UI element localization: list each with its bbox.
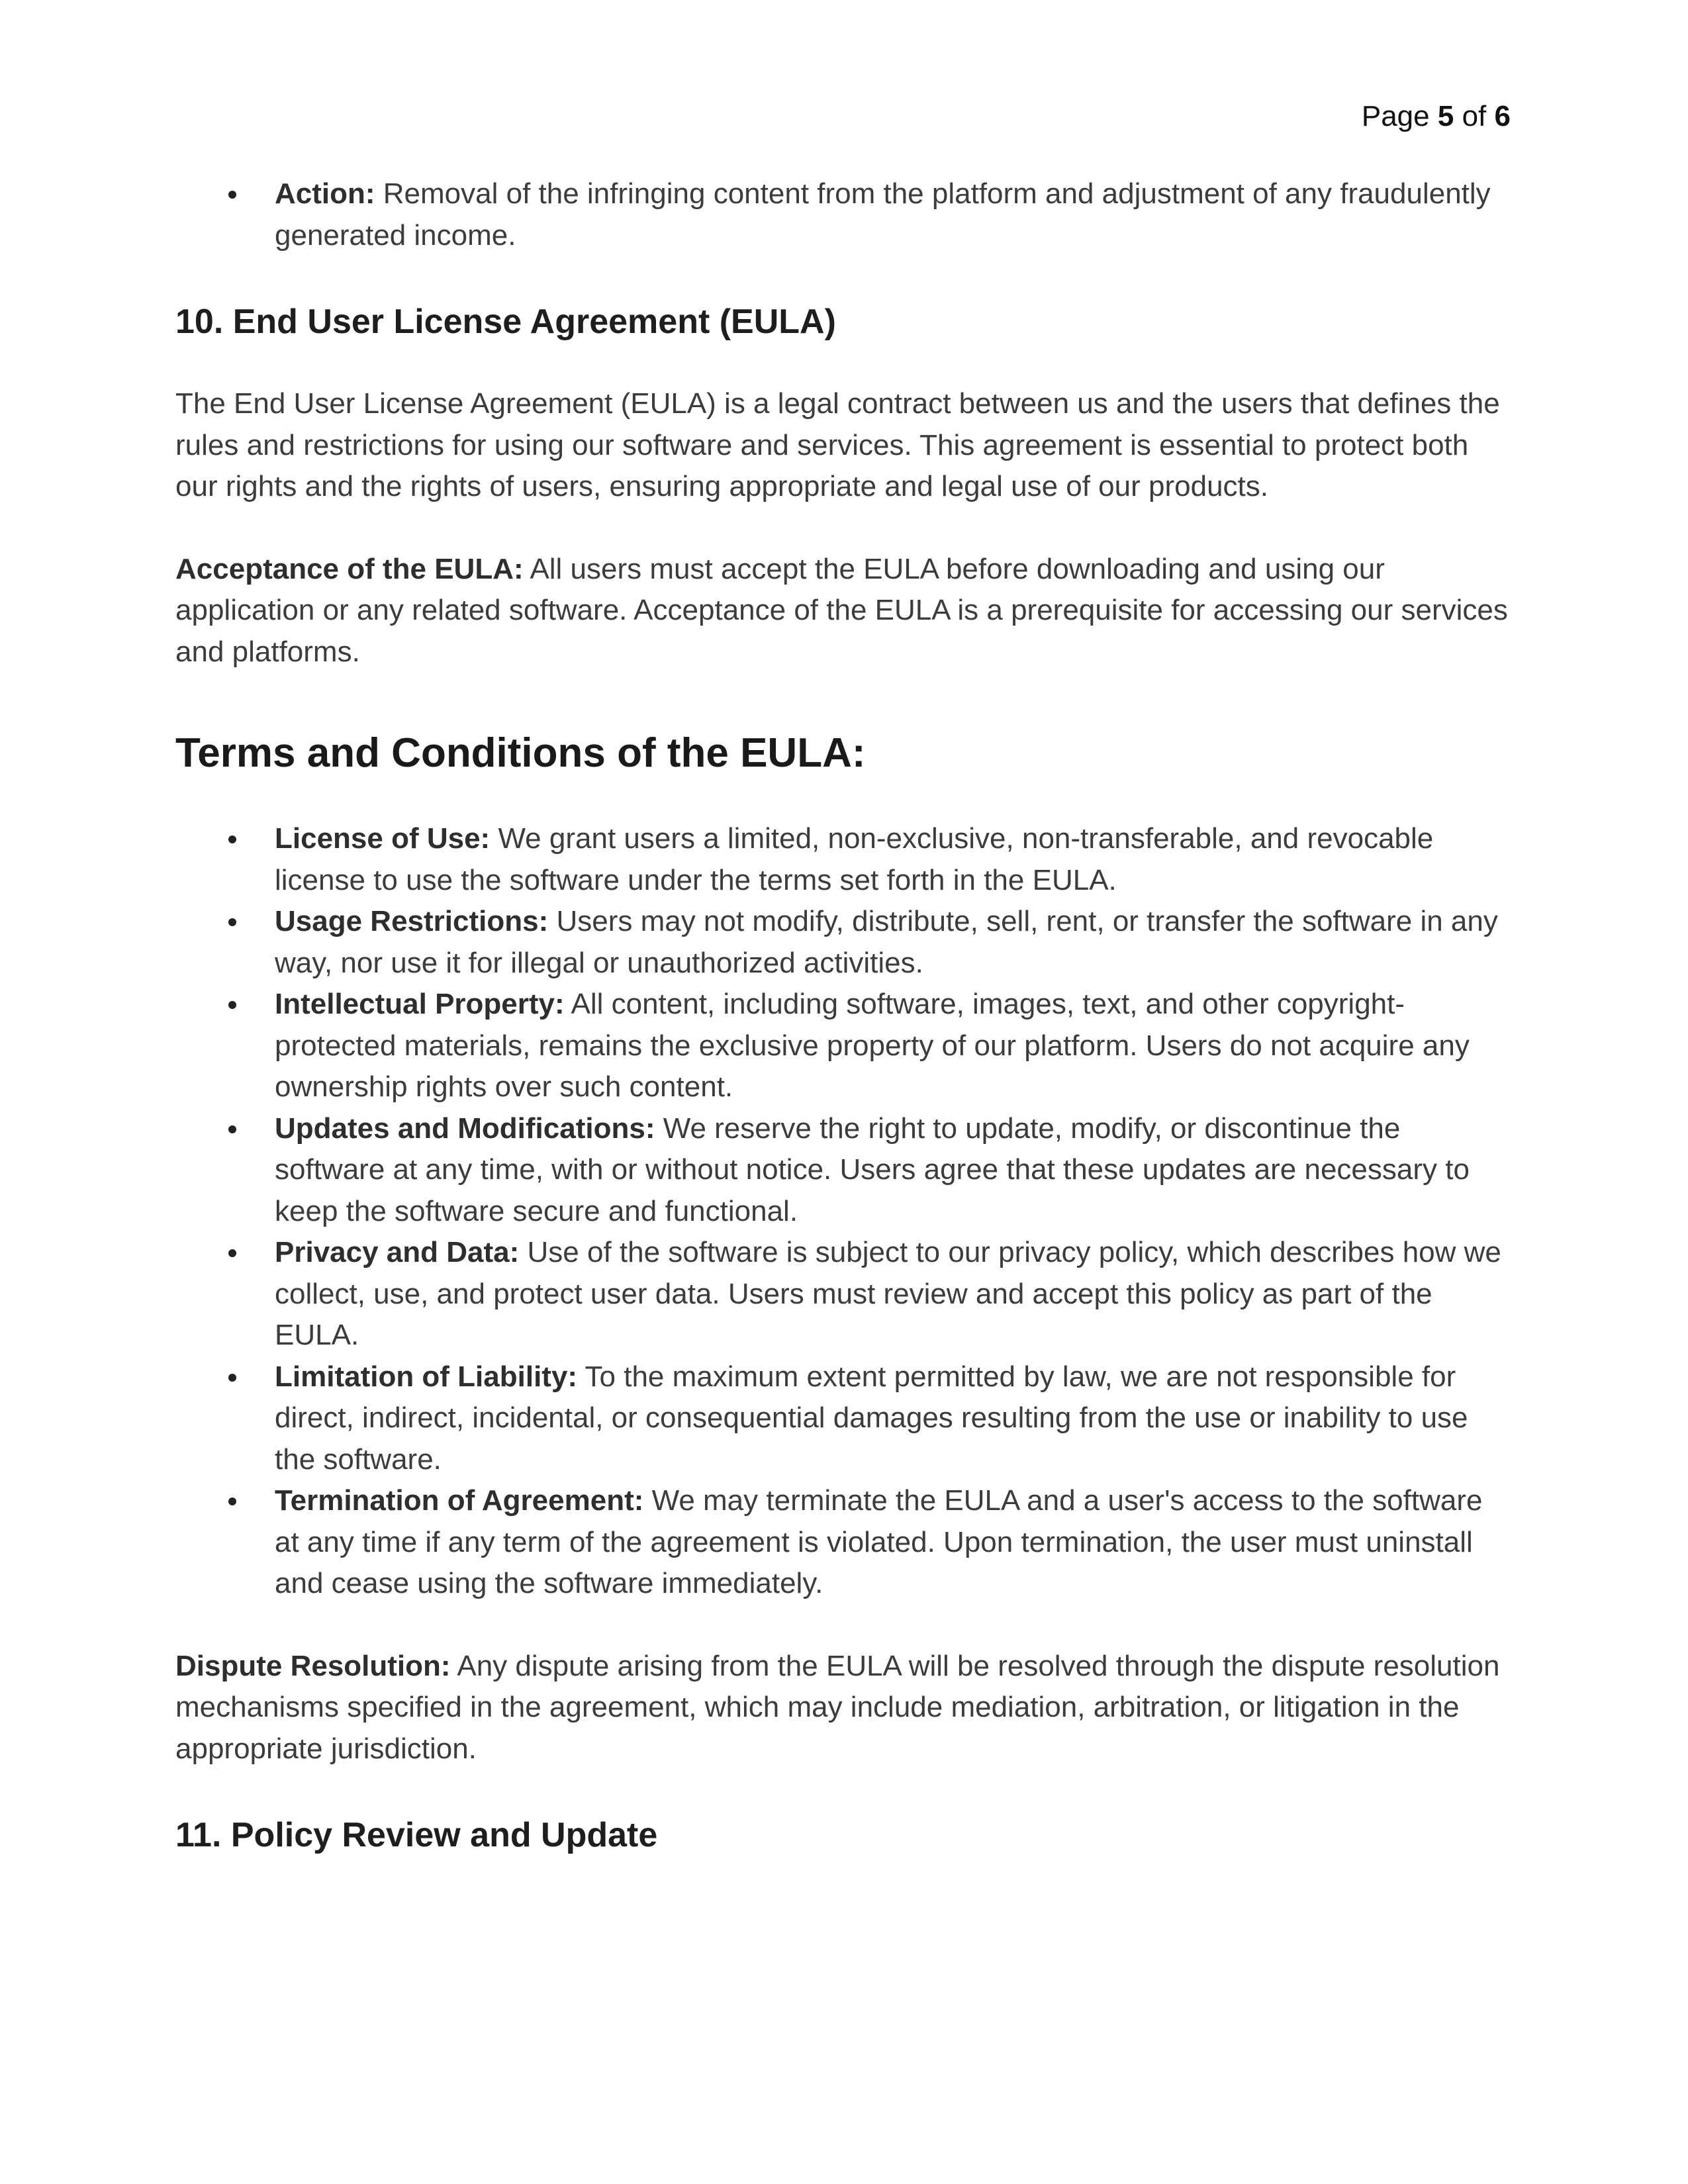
bullet-text: We grant users a limited, non-exclusive, non-transferable, and revocable license to use the software under the terms set forth in the EULA. <box>275 822 1434 896</box>
bullet-label: Termination of Agreement: <box>275 1484 644 1517</box>
bullet-text: We may terminate the EULA and a user's access to the software at any time if any term of the agreement is violated. Upon termination, the user must uninstall and cease using the software immediately. <box>275 1484 1483 1599</box>
document-content <box>175 173 1513 1856</box>
list-item <box>175 818 1513 901</box>
acceptance-label: Acceptance of the EULA: <box>175 552 524 585</box>
bullet-label: License of Use: <box>275 822 491 855</box>
bullet-icon <box>228 1497 236 1505</box>
bullet-icon <box>228 918 236 926</box>
bullet-text: All content, including software, images, text, and other copyright-protected materials, remains the exclusive property of our platform. Users do not acquire any ownership rights over such content. <box>275 988 1470 1103</box>
dispute-label: Dispute Resolution: <box>175 1649 451 1682</box>
section-11-heading: 11. Policy Review and Update <box>175 1816 658 1854</box>
bullet-icon <box>228 1125 236 1133</box>
bullet-icon <box>228 191 236 199</box>
intro-bullet-list <box>175 173 1513 256</box>
list-item <box>175 901 1513 984</box>
bullet-text: Users may not modify, distribute, sell, rent, or transfer the software in any way, nor use it for illegal or unauthorized activities. <box>275 905 1498 979</box>
list-item <box>175 1108 1513 1233</box>
bullet-text: We reserve the right to update, modify, or discontinue the software at any time, with or without notice. Users agree that these updates are necessary to keep the software secure and functional. <box>275 1112 1470 1227</box>
bullet-text: Removal of the infringing content from the platform and adjustment of any fraudulently generated income. <box>275 177 1491 252</box>
page-of: of <box>1462 100 1487 132</box>
page-total: 6 <box>1494 100 1511 132</box>
list-item <box>175 1232 1513 1356</box>
list-item <box>175 984 1513 1108</box>
bullet-text: To the maximum extent permitted by law, we are not responsible for direct, indirect, incidental, or consequential damages resulting from the use or inability to use the software. <box>275 1360 1468 1476</box>
list-item <box>175 1480 1513 1605</box>
section-10-heading: 10. End User License Agreement (EULA) <box>175 303 836 341</box>
bullet-icon <box>228 1001 236 1009</box>
page-prefix: Page <box>1361 100 1430 132</box>
bullet-label: Updates and Modifications: <box>275 1112 655 1145</box>
bullet-icon <box>228 1249 236 1257</box>
list-item <box>175 173 1513 256</box>
bullet-label: Limitation of Liability: <box>275 1360 578 1393</box>
bullet-label: Action: <box>275 177 375 210</box>
dispute-resolution-paragraph <box>175 1646 1513 1770</box>
bullet-label: Usage Restrictions: <box>275 905 549 937</box>
dispute-text: Any dispute arising from the EULA will be resolved through the dispute resolution mechanisms specified in the agreement, which may include mediation, arbitration, or litigation in the appropriate jurisdiction. <box>175 1649 1500 1765</box>
page-current: 5 <box>1437 100 1454 132</box>
bullet-icon <box>228 1374 236 1382</box>
eula-intro-paragraph: The End User License Agreement (EULA) is a legal contract between us and the users that defines the rules and restrictions for using our software and services. This agreement is essential to protect both our rights and the rights of users, ensuring appropriate and legal use of our products. <box>175 387 1500 502</box>
terms-bullet-list <box>175 818 1513 1605</box>
bullet-label: Privacy and Data: <box>275 1236 520 1268</box>
bullet-label: Intellectual Property: <box>275 988 565 1020</box>
bullet-icon <box>228 835 236 843</box>
acceptance-text: All users must accept the EULA before downloading and using our application or any related software. Acceptance of the EULA is a prerequisite for accessing our services and platforms. <box>175 552 1508 668</box>
terms-heading: Terms and Conditions of the EULA: <box>175 730 866 776</box>
list-item <box>175 1356 1513 1481</box>
page-number <box>1362 99 1511 134</box>
eula-acceptance-paragraph <box>175 549 1513 673</box>
bullet-text: Use of the software is subject to our privacy policy, which describes how we collect, use, and protect user data. Users must review and accept this policy as part of the EULA. <box>275 1236 1501 1351</box>
